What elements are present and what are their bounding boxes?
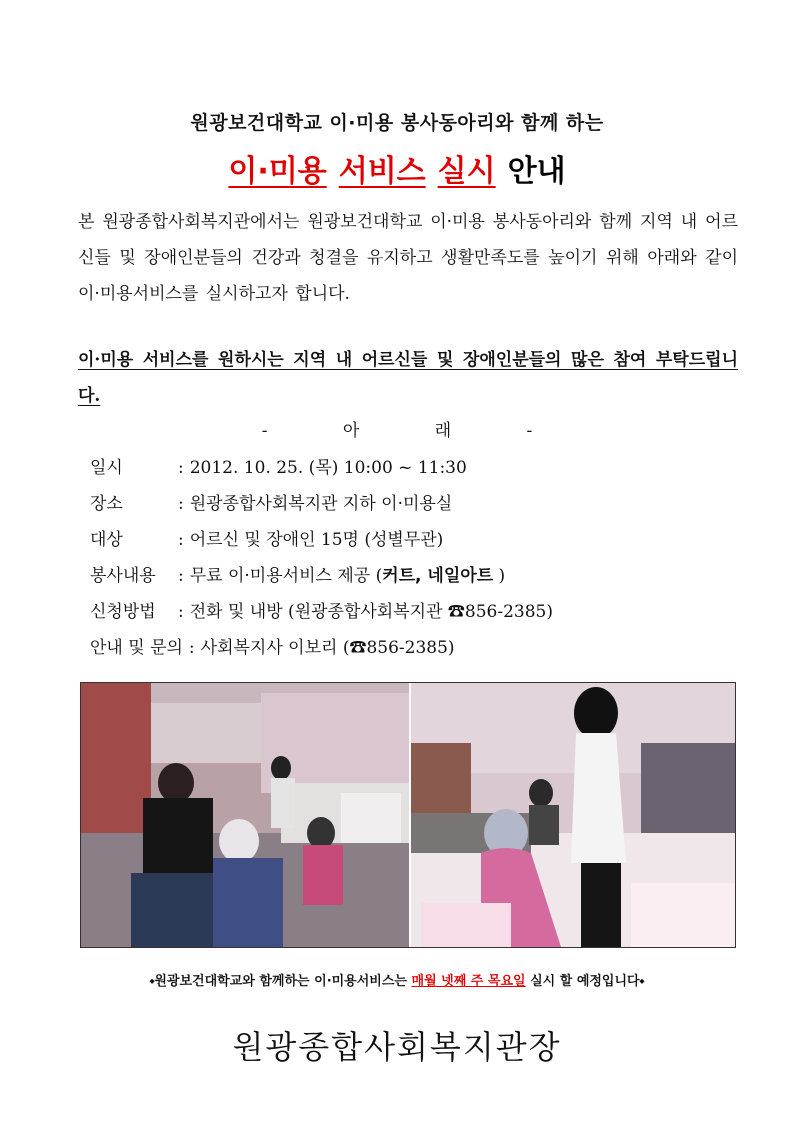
- detail-row-date: 일시 : 2012. 10. 25. (목) 10:00 ~ 11:30: [90, 450, 710, 486]
- detail-row-contact: 안내 및 문의 : 사회복지사 이보리 (☎856-2385): [90, 630, 710, 666]
- footer-note-suffix: 실시 할 예정입니다⬩: [525, 974, 645, 989]
- photo-strip: [80, 682, 736, 948]
- detail-label: 안내 및 문의: [90, 638, 183, 658]
- detail-row-place: 장소 : 원광종합사회복지관 지하 이·미용실: [90, 486, 710, 522]
- subtitle: 원광보건대학교 이·미용 봉사동아리와 함께 하는: [190, 112, 604, 134]
- detail-label: 봉사내용: [90, 566, 156, 586]
- detail-value-bold: 커트, 네일아트: [382, 566, 494, 586]
- footer-note-highlight: 매월 넷째 주 목요일: [411, 974, 526, 989]
- title-suffix: 안내: [507, 154, 566, 189]
- event-photo-right: [411, 683, 735, 947]
- title-highlight-3: 실시: [437, 154, 496, 189]
- detail-label: 일시: [90, 458, 123, 478]
- detail-label: 장소: [90, 494, 123, 514]
- detail-value-suffix: ): [493, 566, 506, 586]
- footer-note: [0, 970, 794, 989]
- detail-row-apply: 신청방법 : 전화 및 내방 (원광종합사회복지관 ☎856-2385): [90, 594, 710, 630]
- detail-value: 전화 및 내방 (원광종합사회복지관 ☎856-2385): [189, 602, 553, 622]
- event-photo-left: [81, 683, 411, 947]
- title-highlight-2: 서비스: [338, 154, 426, 189]
- page-title: [0, 146, 794, 190]
- intro-paragraph: 본 원광종합사회복지관에서는 원광보건대학교 이·미용 봉사동아리와 함께 지역 내 어르신들 및 장애인분들의 건강과 청결을 유지하고 생활만족도를 높이기 위해 아래와 같이 이·미용서비스를 실시하고자 합니다.: [78, 212, 738, 304]
- title-highlight-1: 이·미용: [228, 154, 327, 189]
- detail-value: 어르신 및 장애인 15명 (성별무관): [189, 530, 444, 550]
- detail-value: 원광종합사회복지관 지하 이·미용실: [189, 494, 453, 514]
- detail-label: 대상: [90, 530, 123, 550]
- details-list: [90, 450, 710, 666]
- detail-value: 2012. 10. 25. (목) 10:00 ~ 11:30: [189, 458, 467, 478]
- detail-value-prefix: 무료 이·미용서비스 제공 (: [189, 566, 383, 586]
- notice-heading: - 아 래 -: [261, 421, 533, 441]
- emphasis-paragraph: 이·미용 서비스를 원하시는 지역 내 어르신들 및 장애인분들의 많은 참여 부탁드립니다.: [78, 350, 738, 406]
- detail-row-service: 봉사내용 : 무료 이·미용서비스 제공 ( 커트, 네일아트 ): [90, 558, 710, 594]
- detail-value: 사회복지사 이보리 (☎856-2385): [200, 638, 455, 658]
- signature: 원광종합사회복지관장: [232, 1028, 562, 1066]
- detail-row-target: 대상 : 어르신 및 장애인 15명 (성별무관): [90, 522, 710, 558]
- detail-label: 신청방법: [90, 602, 156, 622]
- footer-note-prefix: ⬩원광보건대학교와 함께하는 이·미용서비스는: [149, 974, 412, 989]
